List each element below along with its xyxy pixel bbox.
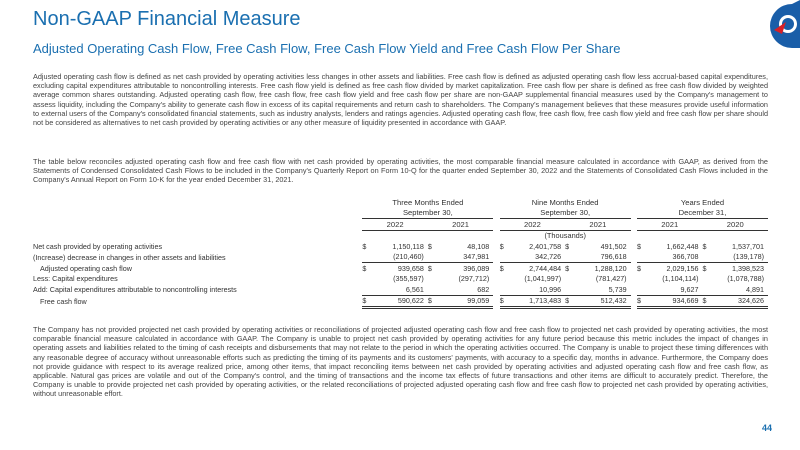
cell-value: (355,597) — [393, 274, 424, 284]
company-logo-icon — [752, 0, 800, 48]
row-label: Net cash provided by operating activities — [33, 241, 163, 251]
group-header: Nine Months Ended — [531, 197, 599, 207]
cell-value: 682 — [439, 284, 494, 295]
table-row — [33, 263, 768, 274]
cell-value: 10,996 — [510, 284, 565, 295]
currency-symbol: $ — [427, 263, 432, 273]
units-label: (Thousands) — [544, 231, 586, 241]
year-header: 2021 — [428, 219, 493, 231]
row-label: Add: Capital expenditures attributable to noncontrolling interests — [33, 285, 237, 294]
cell-value: 1,398,523 — [732, 263, 764, 273]
currency-symbol: $ — [637, 241, 642, 251]
definition-paragraph: Adjusted operating cash flow is defined as net cash provided by operating activities less changes in other assets and liabilities. Free cash flow is defined as adjusted operating cash flow less accrual-based capital expenditures, excluding capital expenditures attributable to noncontrolling interests. Free cash flow yield is defined as free cash flow divided by market capitalization. Free cash flow per share is defined as free cash flow divided by weighted average common shares outstanding. Adjusted operating cash flow, free cash flow, free cash flow yield and free cash flow per share are non-GAAP supplemental financial measures used by the Company's management to assess liquidity, including the Company's ability to generate cash flow in excess of its capital requirements and return cash to shareholders. The Company's management believes that these measures provide useful information to external users of the Company's consolidated financial statements, such as industry analysts, lenders and ratings agencies. Adjusted operating cash flow, free cash flow, free cash flow yield and free cash flow per share should not be considered as alternatives to net cash provided by operating activities or any other measure of liquidity presented in accordance with GAAP. — [33, 72, 768, 128]
cell-value: 2,401,758 — [529, 241, 562, 251]
currency-symbol: $ — [499, 241, 504, 251]
cell-value: 48,108 — [467, 241, 490, 251]
table-group-subheader — [33, 208, 768, 219]
cell-value: (781,427) — [595, 274, 627, 284]
cell-value: 934,669 — [648, 295, 703, 308]
row-label: Adjusted operating cash flow — [40, 263, 132, 273]
year-header: 2021 — [565, 219, 630, 231]
table-row — [33, 295, 768, 308]
cell-value: 347,981 — [439, 252, 494, 263]
table-row — [33, 284, 768, 295]
table-row — [33, 252, 768, 263]
cell-value: 99,059 — [439, 295, 494, 308]
table-row — [33, 274, 768, 285]
cell-value: 1,288,120 — [594, 263, 627, 273]
table-group-header — [33, 197, 768, 208]
cell-value: (1,078,788) — [727, 274, 764, 284]
group-header: Years Ended — [680, 197, 725, 207]
cell-value: 4,891 — [713, 284, 768, 295]
group-subheader: December 31, — [637, 208, 768, 219]
currency-symbol: $ — [428, 295, 439, 308]
currency-symbol: $ — [565, 241, 570, 251]
cell-value: 1,150,118 — [392, 241, 424, 251]
table-row — [33, 241, 768, 252]
currency-symbol: $ — [362, 241, 367, 251]
cell-value: 2,744,484 — [529, 263, 562, 273]
cell-value: 1,713,483 — [510, 295, 565, 308]
cell-value: 366,708 — [648, 252, 703, 263]
year-header: 2022 — [500, 219, 565, 231]
page-title: Non-GAAP Financial Measure — [33, 8, 301, 30]
cell-value: 396,089 — [463, 263, 490, 273]
currency-symbol: $ — [637, 295, 648, 308]
currency-symbol: $ — [702, 295, 713, 308]
currency-symbol: $ — [362, 295, 373, 308]
row-label: Free cash flow — [40, 296, 87, 306]
currency-symbol: $ — [565, 263, 570, 273]
cell-value: 324,626 — [713, 295, 768, 308]
cell-value: (297,712) — [458, 274, 490, 284]
group-header: Three Months Ended — [392, 197, 464, 207]
cell-value: 5,739 — [576, 284, 631, 295]
cell-value: (210,460) — [373, 252, 428, 263]
currency-symbol: $ — [637, 263, 642, 273]
currency-symbol: $ — [499, 263, 504, 273]
cell-value: 1,662,448 — [666, 241, 699, 251]
currency-symbol: $ — [500, 295, 511, 308]
currency-symbol: $ — [702, 263, 707, 273]
cell-value: 491,502 — [600, 241, 627, 251]
cell-value: (1,041,997) — [524, 274, 562, 284]
year-header: 2022 — [362, 219, 427, 231]
projection-disclaimer-paragraph: The Company has not provided projected net cash provided by operating activities or reconciliations of projected adjusted operating cash flow and free cash flow to projected net cash provided by operating activities, the most comparable financial measure calculated in accordance with GAAP. The Company is unable to project net cash provided by operating activities for any future period because this metric includes the impact of changes in operating assets and liabilities related to the timing of cash receipts and disbursements that may not relate to the period in which the operating activities occurred. The Company is unable to project these timing differences with any reasonable degree of accuracy without unreasonable efforts such as predicting the timing of its payments and its customers' payments, with accuracy to a specific day, months in advance. Furthermore, the Company does not provide guidance with respect to its average realized price, among other items, that impact reconciling items between net cash provided by operating activities and adjusted operating cash flow and free cash flow, as applicable. Natural gas prices are volatile and out of the Company's control, and the timing of transactions and the income tax effects of future transactions and other items are difficult to accurately predict. Therefore, the Company is unable to provide projected net cash provided by operating activities, or the related reconciliations of projected adjusted operating cash flow and free cash flow to projected net cash provided by operating activities, without unreasonable effort. — [33, 325, 768, 399]
cell-value: 512,432 — [576, 295, 631, 308]
cell-value: 590,622 — [373, 295, 428, 308]
cell-value: 9,627 — [648, 284, 703, 295]
currency-symbol: $ — [362, 263, 367, 273]
currency-symbol: $ — [702, 241, 707, 251]
row-label: Less: Capital expenditures — [33, 274, 118, 284]
page-subtitle: Adjusted Operating Cash Flow, Free Cash Flow, Free Cash Flow Yield and Free Cash Flow Per Share — [33, 41, 621, 56]
cell-value: 1,537,701 — [732, 241, 764, 251]
cell-value: 796,618 — [576, 252, 631, 263]
currency-symbol: $ — [427, 241, 432, 251]
cell-value: (1,104,114) — [662, 274, 699, 284]
cash-flow-reconciliation-table — [33, 197, 768, 309]
cell-value: 6,561 — [373, 284, 428, 295]
row-label: (Increase) decrease in changes in other assets and liabilities — [33, 252, 226, 262]
cell-value: (139,178) — [713, 252, 768, 263]
page-number: 44 — [761, 423, 772, 433]
group-subheader: September 30, — [362, 208, 493, 219]
reconciliation-paragraph: The table below reconciles adjusted operating cash flow and free cash flow with net cash provided by operating activities, the most comparable financial measure calculated in accordance with GAAP, as derived from the Statements of Condensed Consolidated Cash Flows to be included in the Company's Quarterly Report on Form 10-Q for the quarter ended September 30, 2022 and the Statements of Consolidated Cash Flows included in the Company's Annual Report on Form 10-K for the year ended December 31, 2021. — [33, 157, 768, 185]
group-subheader: September 30, — [500, 208, 631, 219]
year-header: 2021 — [637, 219, 702, 231]
cell-value: 2,029,156 — [666, 263, 699, 273]
table-units-row — [33, 230, 768, 241]
currency-symbol: $ — [565, 295, 576, 308]
cell-value: 342,726 — [510, 252, 565, 263]
table-year-header — [33, 219, 768, 231]
cell-value: 939,658 — [397, 263, 424, 273]
year-header: 2020 — [702, 219, 768, 231]
